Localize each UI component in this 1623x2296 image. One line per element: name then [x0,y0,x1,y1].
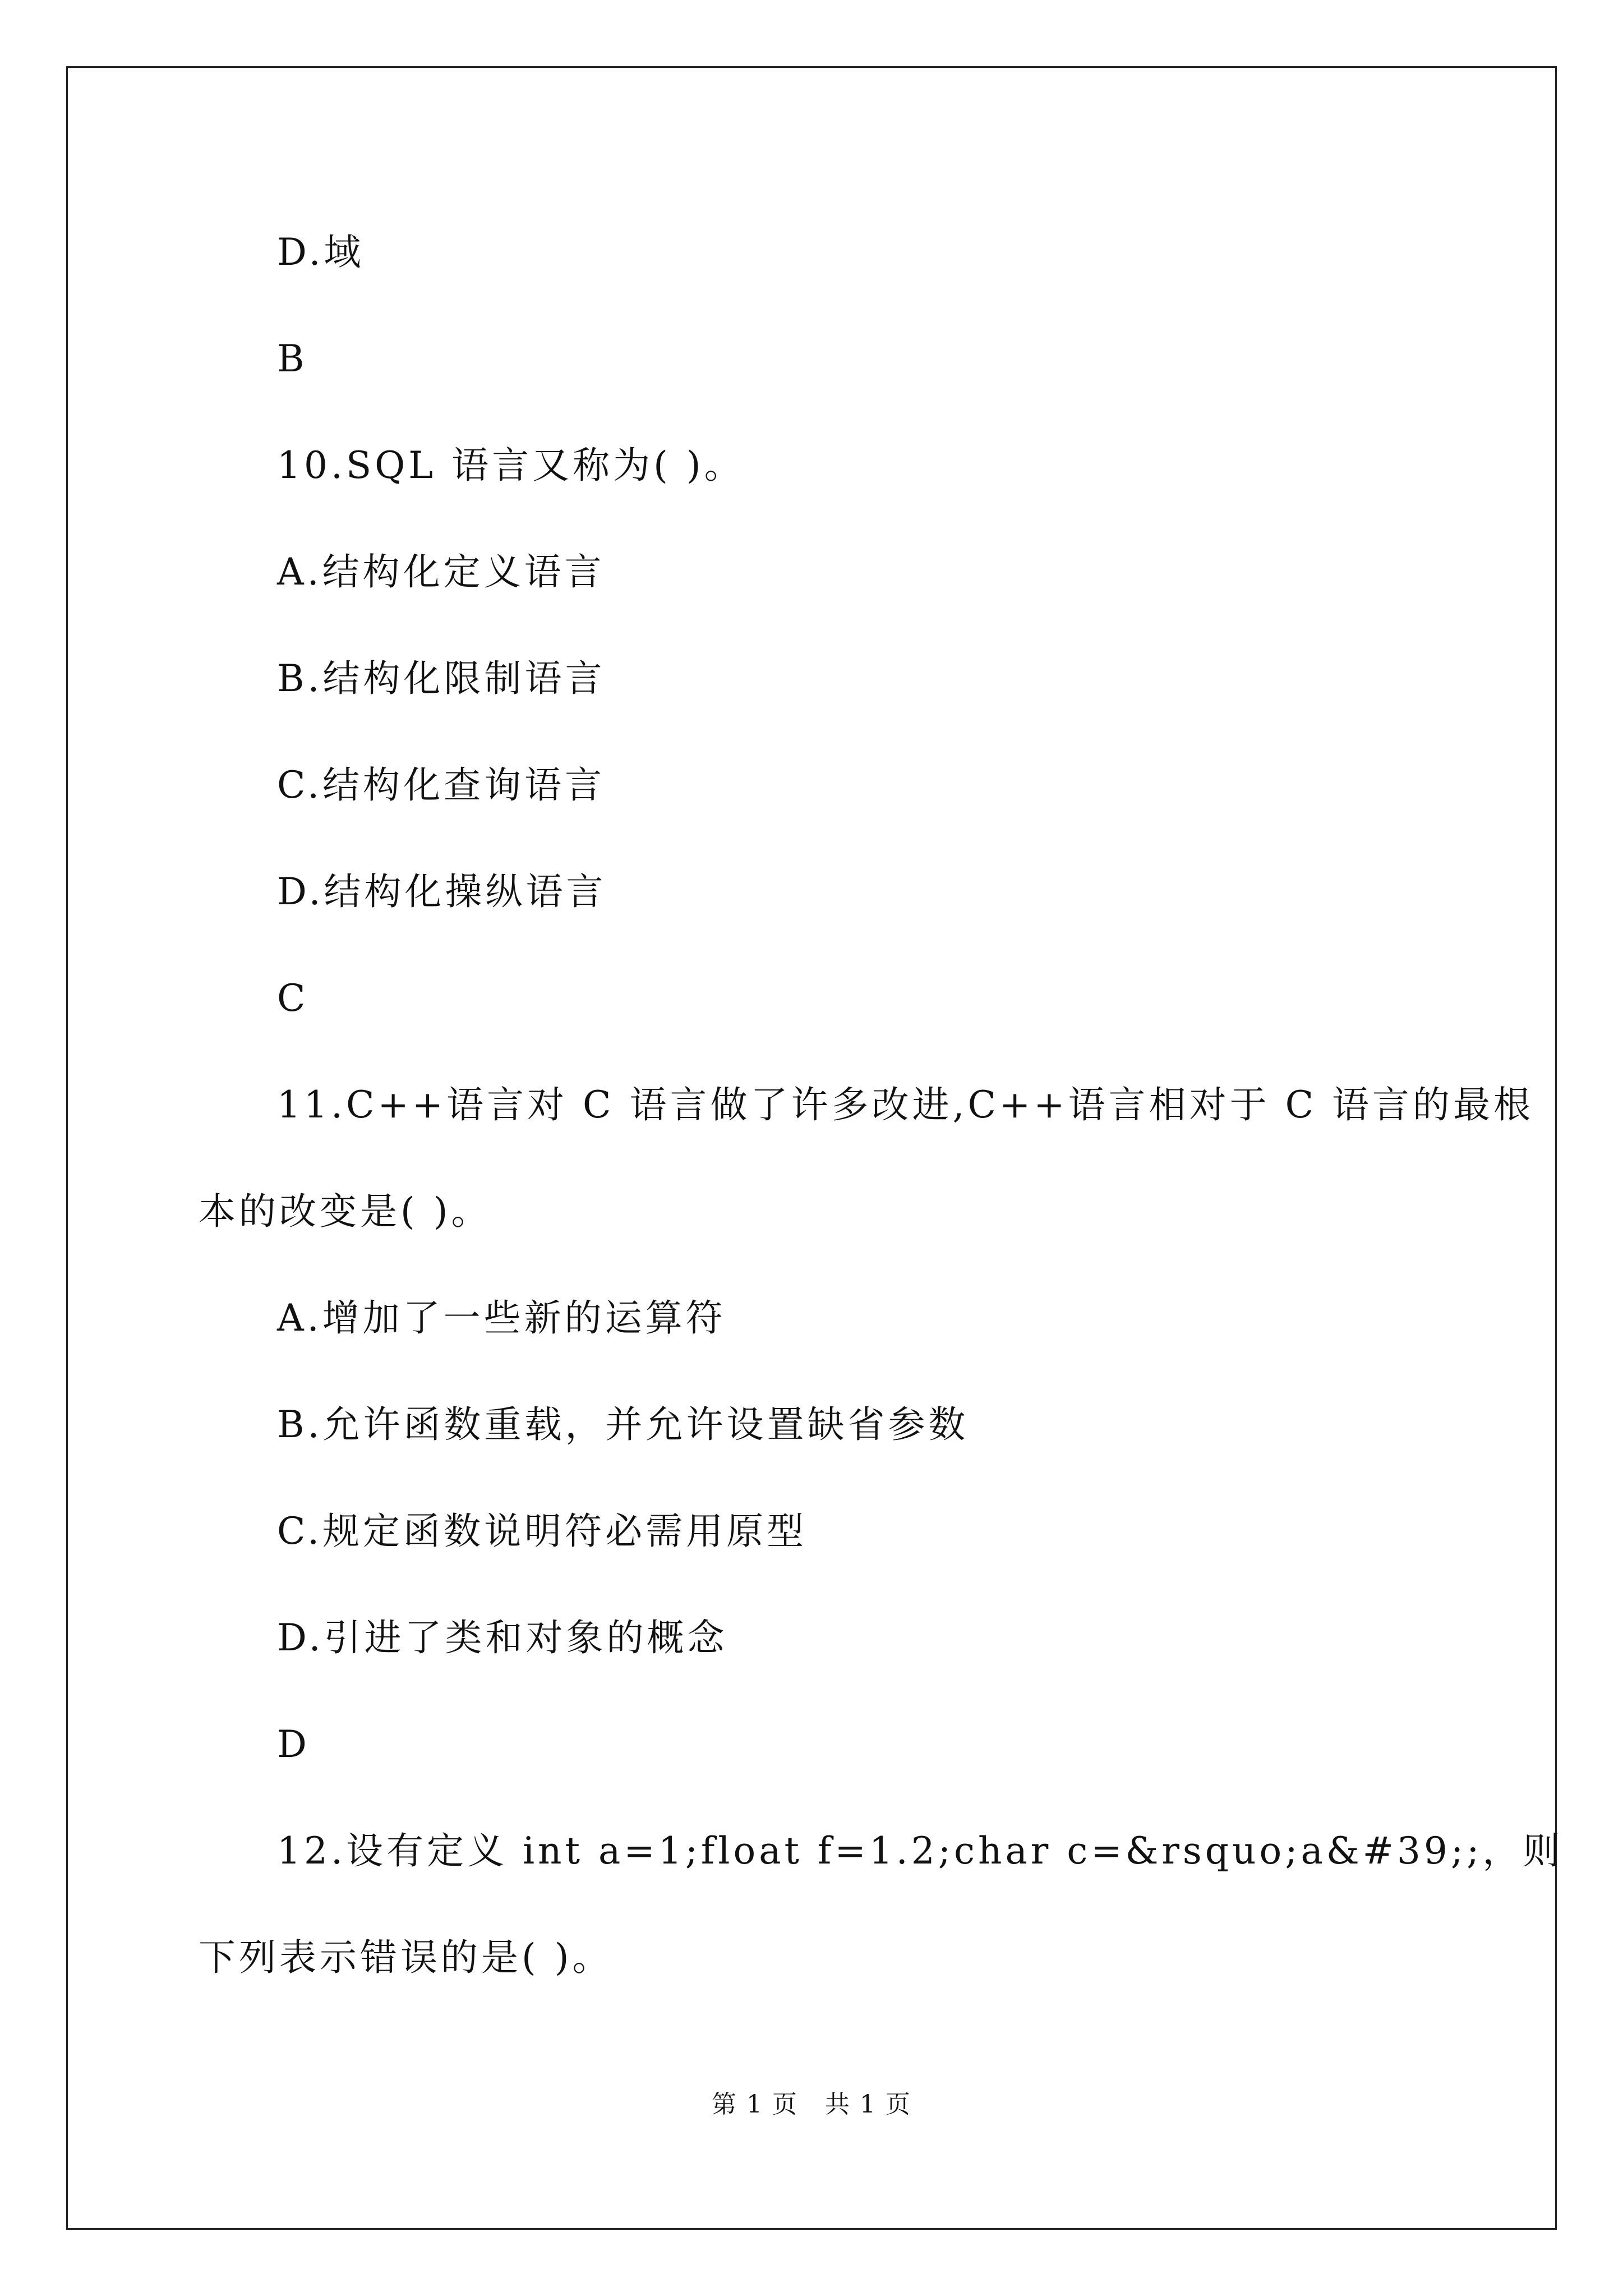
question-12-line-2: 下列表示错误的是( )。 [199,1936,613,1979]
option-d-q9: D.域 [277,231,365,274]
question-10: 10.SQL 语言又称为( )。 [277,444,745,487]
option-b-q11: B.允许函数重载，并允许设置缺省参数 [277,1403,969,1446]
page-footer [0,2088,1623,2122]
answer-q10: C [277,977,309,1020]
question-11-line-2: 本的改变是( )。 [199,1190,492,1233]
page-total: 共 1 页 [825,2090,911,2119]
option-d-q11: D.引进了类和对象的概念 [277,1616,728,1659]
option-a-q11: A.增加了一些新的运算符 [277,1296,726,1340]
option-d-q10: D.结构化操纵语言 [277,870,607,913]
option-c-q10: C.结构化查询语言 [277,763,606,807]
option-c-q11: C.规定函数说明符必需用原型 [277,1510,808,1553]
page-number: 第 1 页 [712,2090,798,2119]
question-11-line-1: 11.C++语言对 C 语言做了许多改进,C++语言相对于 C 语言的最根 [277,1083,1534,1126]
question-12-line-1: 12.设有定义 int a=1;float f=1.2;char c=&rsquo;a&#39;;，则 [277,1829,1564,1872]
page-border [66,66,1557,2230]
option-a-q10: A.结构化定义语言 [277,550,605,593]
answer-q11: D [277,1723,310,1766]
answer-q9: B [277,337,308,380]
option-b-q10: B.结构化限制语言 [277,657,606,700]
